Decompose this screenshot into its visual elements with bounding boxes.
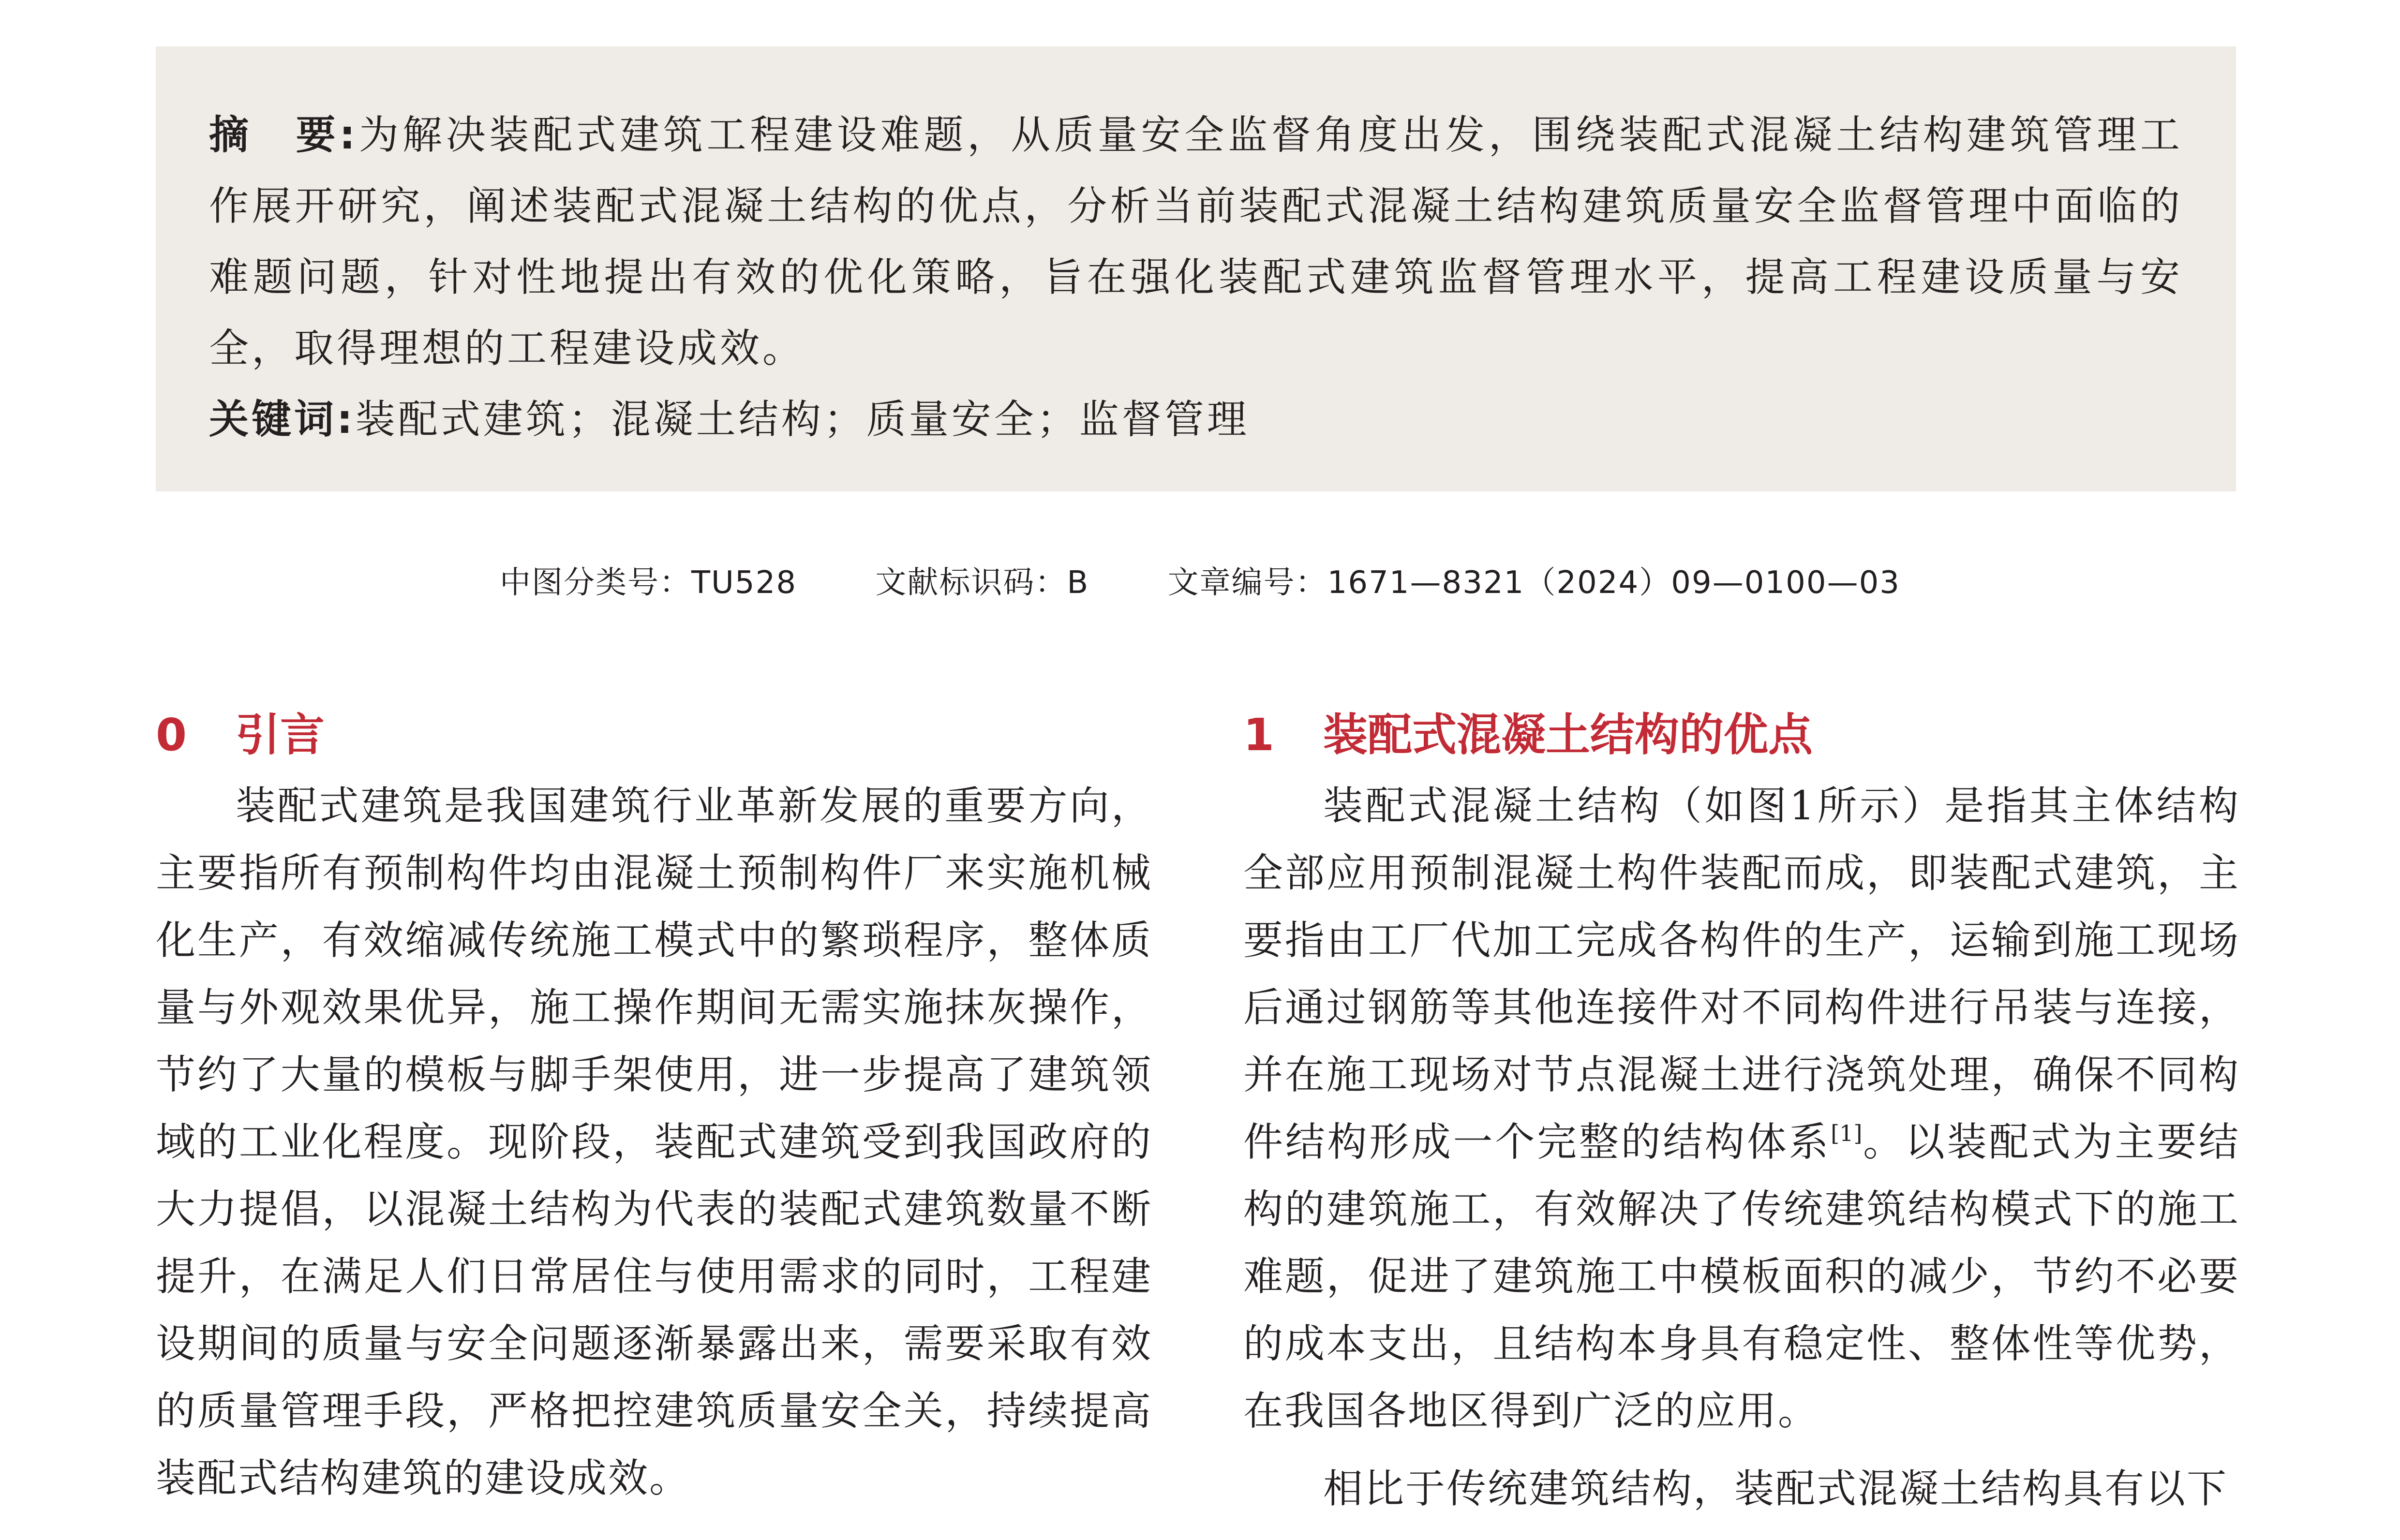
section-0-paragraph: 装配式建筑是我国建筑行业革新发展的重要方向，主要指所有预制构件均由混凝土预制构件厂来实施机械化生产，有效缩减传统施工模式中的繁琐程序，整体质量与外观效果优异，施工操作期间无需实施抹灰操作，节约了大量的模板与脚手架使用，进一步提高了建筑领域的工业化程度。现阶段，装配式建筑受到我国政府的大力提倡，以混凝土结构为代表的装配式建筑数量不断提升，在满足人们日常居住与使用需求的同时，工程建设期间的质量与安全问题逐渐暴露出来，需要采取有效的质量管理手段，严格把控建筑质量安全关，持续提高装配式结构建筑的建设成效。 — [156, 783, 1152, 1501]
classification-line — [0, 559, 2400, 607]
section-1-paragraph-1 — [1243, 772, 2240, 1445]
section-0-heading — [156, 704, 1152, 767]
clc-number: 中图分类号：TU528 — [499, 565, 797, 601]
section-0-title: 引言 — [236, 709, 325, 761]
section-0-number: 0 — [156, 709, 187, 761]
article-number: 文章编号：1671—8321（2024）09—0100—03 — [1167, 565, 1901, 601]
section-1-paragraph-1-a: 装配式混凝土结构（如图1所示）是指其主体结构全部应用预制混凝土构件装配而成，即装配式建筑，主要指由工厂代加工完成各构件的生产，运输到施工现场后通过钢筋等其他连接件对不同构件进行吊装与连接，并在施工现场对节点混凝土进行浇筑处理，确保不同构件结构形成一个完整的结构体系 — [1243, 783, 2240, 1165]
section-1-title: 装配式混凝土结构的优点 — [1323, 709, 1813, 761]
abstract-paragraph — [209, 100, 2183, 384]
abstract-text: 为解决装配式建筑工程建设难题，从质量安全监督角度出发，围绕装配式混凝土结构建筑管理工作展开研究，阐述装配式混凝土结构的优点，分析当前装配式混凝土结构建筑质量安全监督管理中面临的难题问题，针对性地提出有效的优化策略，旨在强化装配式建筑监督管理水平，提高工程建设质量与安全，取得理想的工程建设成效。 — [209, 112, 2183, 371]
document-code: 文献标识码：B — [875, 565, 1089, 601]
section-1-number: 1 — [1243, 709, 1275, 761]
left-column — [156, 704, 1152, 1512]
section-1-paragraph-2: 相比于传统建筑结构，装配式混凝土结构具有以下 — [1323, 1466, 2228, 1512]
right-column — [1243, 704, 2240, 1523]
keywords-text: 装配式建筑；混凝土结构；质量安全；监督管理 — [355, 397, 1250, 443]
keywords-line — [209, 384, 2183, 455]
citation-1[interactable]: [1] — [1831, 1120, 1863, 1146]
section-1-paragraph-1-b: 。以装配式为主要结构的建筑施工，有效解决了传统建筑结构模式下的施工难题，促进了建筑施工中模板面积的减少，节约不必要的成本支出，且结构本身具有稳定性、整体性等优势，在我国各地区得到广泛的应用。 — [1243, 1119, 2240, 1434]
abstract-label: 摘 要: — [209, 112, 358, 158]
keywords-label: 关键词: — [209, 397, 356, 443]
abstract-box — [156, 46, 2236, 491]
section-1-heading — [1243, 704, 2240, 767]
